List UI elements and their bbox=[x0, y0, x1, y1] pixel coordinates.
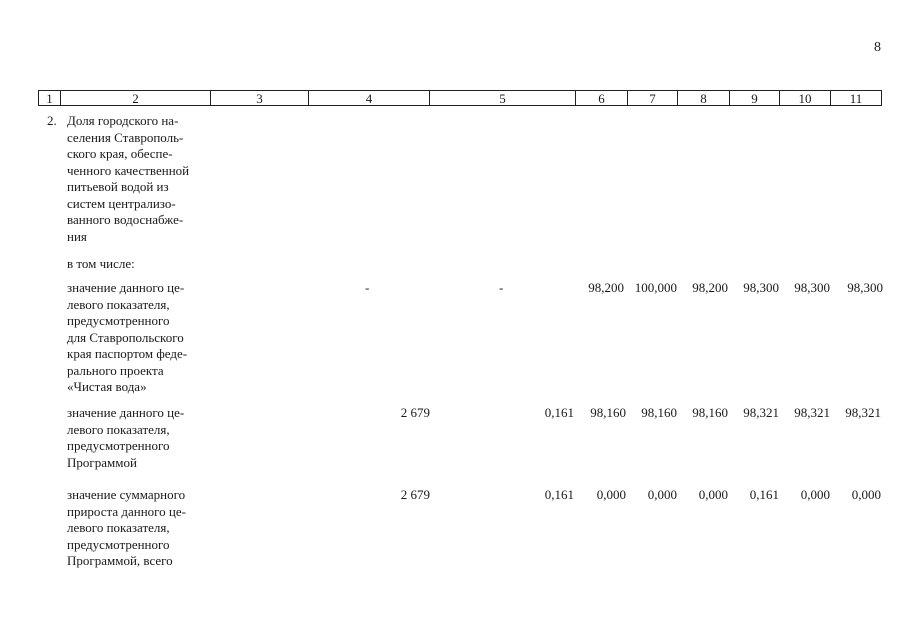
cell-col10: 0,000 bbox=[800, 487, 830, 502]
cell-col5: - bbox=[499, 280, 504, 295]
cell-col11: 98,300 bbox=[847, 280, 883, 295]
subrow-label-total-increment bbox=[67, 487, 210, 570]
header-col-8: 8 bbox=[678, 91, 730, 105]
header-col-4: 4 bbox=[309, 91, 430, 105]
header-col-9: 9 bbox=[730, 91, 780, 105]
title-line: ченного качественной bbox=[67, 162, 190, 178]
header-col-1: 1 bbox=[39, 91, 61, 105]
label-line: предусмотренного bbox=[67, 313, 170, 328]
subrow-label-federal bbox=[67, 280, 210, 396]
label-line: для Ставропольского bbox=[67, 329, 184, 345]
header-col-6: 6 bbox=[576, 91, 628, 105]
label-line: Программой bbox=[67, 454, 137, 470]
cell-col4: 2 679 bbox=[400, 487, 430, 502]
title-line: селения Ставрополь- bbox=[67, 129, 184, 145]
page-number: 8 bbox=[874, 40, 881, 55]
cell-col7: 100,000 bbox=[634, 280, 677, 295]
cell-col4: 2 679 bbox=[400, 405, 430, 420]
cell-col9: 0,161 bbox=[749, 487, 779, 502]
title-line: питьевой водой из bbox=[67, 179, 169, 194]
header-col-2: 2 bbox=[61, 91, 211, 105]
header-col-5: 5 bbox=[430, 91, 576, 105]
title-line: систем централизо- bbox=[67, 195, 176, 211]
label-line: «Чистая вода» bbox=[67, 379, 147, 394]
cell-col8: 0,000 bbox=[698, 487, 728, 502]
subrow-label-program bbox=[67, 405, 210, 471]
including-label: в том числе: bbox=[67, 256, 135, 271]
cell-col11: 0,000 bbox=[851, 487, 881, 502]
label-line: левого показателя, bbox=[67, 296, 170, 312]
title-line: ванного водоснабже- bbox=[67, 212, 184, 227]
label-line: значение суммарного bbox=[67, 487, 186, 502]
cell-col4: - bbox=[365, 280, 370, 295]
label-line: значение данного це- bbox=[67, 280, 185, 295]
label-line: края паспортом феде- bbox=[67, 346, 188, 361]
cell-col10: 98,300 bbox=[794, 280, 830, 295]
title-line: Доля городского на- bbox=[67, 113, 179, 128]
label-line: значение данного це- bbox=[67, 405, 185, 420]
header-col-3: 3 bbox=[211, 91, 309, 105]
cell-col8: 98,200 bbox=[692, 280, 728, 295]
cell-col10: 98,321 bbox=[794, 405, 830, 420]
cell-col5: 0,161 bbox=[544, 405, 574, 420]
label-line: предусмотренного bbox=[67, 438, 170, 453]
cell-col6: 98,200 bbox=[588, 280, 624, 295]
label-line: прироста данного це- bbox=[67, 503, 186, 519]
cell-col11: 98,321 bbox=[845, 405, 881, 420]
cell-col6: 98,160 bbox=[590, 405, 626, 420]
cell-col6: 0,000 bbox=[596, 487, 626, 502]
cell-col7: 98,160 bbox=[641, 405, 677, 420]
label-line: Программой, всего bbox=[67, 553, 173, 568]
header-col-7: 7 bbox=[628, 91, 678, 105]
cell-col8: 98,160 bbox=[692, 405, 728, 420]
title-line: ния bbox=[67, 228, 87, 244]
row-number: 2. bbox=[47, 113, 57, 128]
table-header-row bbox=[38, 90, 882, 106]
indicator-title bbox=[67, 113, 210, 245]
cell-col7: 0,000 bbox=[647, 487, 677, 502]
cell-col9: 98,300 bbox=[743, 280, 779, 295]
cell-col9: 98,321 bbox=[743, 405, 779, 420]
cell-col5: 0,161 bbox=[544, 487, 574, 502]
label-line: левого показателя, bbox=[67, 421, 170, 437]
label-line: предусмотренного bbox=[67, 536, 170, 552]
header-col-10: 10 bbox=[780, 91, 831, 105]
label-line: левого показателя, bbox=[67, 520, 170, 535]
title-line: ского края, обеспе- bbox=[67, 146, 173, 161]
label-line: рального проекта bbox=[67, 362, 164, 378]
header-col-11: 11 bbox=[849, 90, 863, 106]
